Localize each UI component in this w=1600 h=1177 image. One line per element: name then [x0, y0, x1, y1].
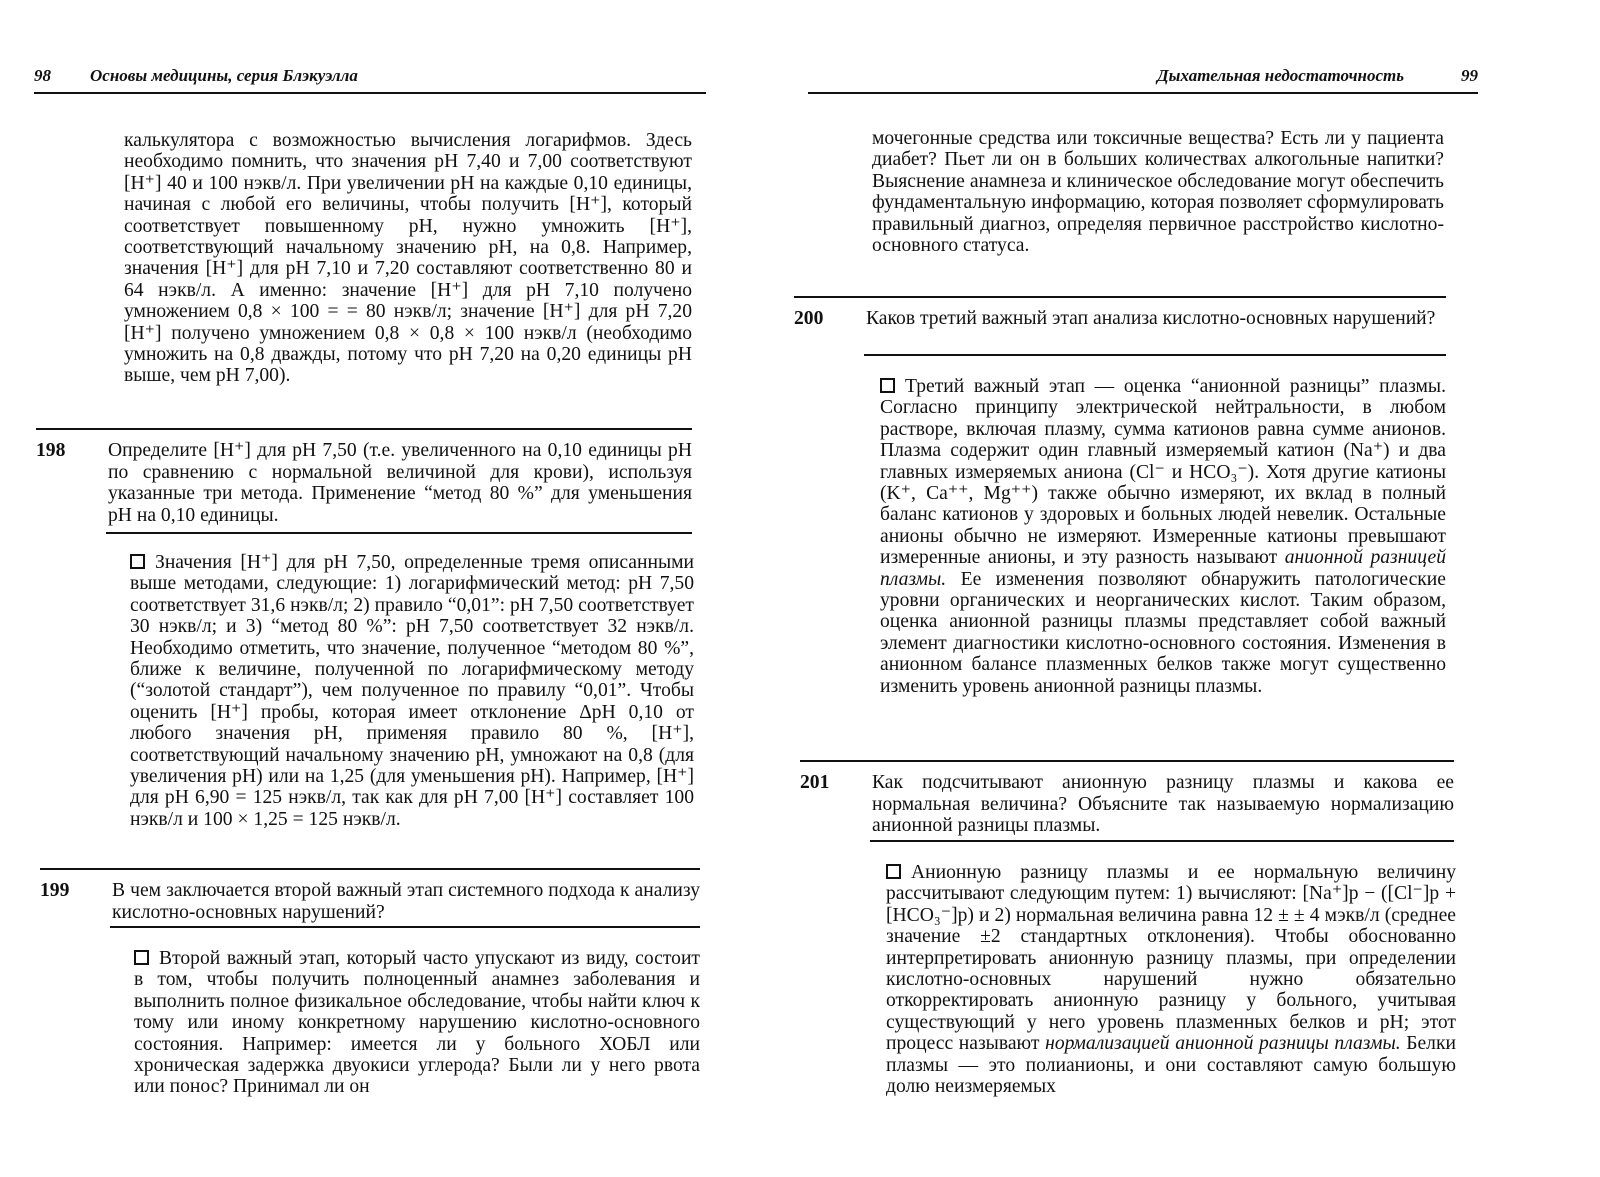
answer-198 — [130, 552, 694, 830]
divider — [800, 760, 1454, 762]
term-emphasis: анионной разницей плазмы. — [880, 547, 1446, 590]
question-199 — [40, 880, 700, 923]
left-page — [0, 0, 760, 1177]
checkbox-icon — [886, 864, 901, 879]
question-198 — [36, 440, 692, 526]
question-number: 200 — [794, 308, 824, 329]
divider — [870, 840, 1454, 842]
checkbox-icon — [134, 950, 149, 965]
term-emphasis: нормализацией анионной разницы плазмы. — [1045, 1033, 1401, 1055]
question-number: 199 — [40, 880, 70, 901]
answer-200 — [880, 376, 1446, 697]
question-200 — [794, 308, 1446, 330]
divider — [110, 926, 700, 928]
question-text: В чем заключается второй важный этап системного подхода к анализу кислотно-основных нарушений? — [112, 880, 700, 923]
right-page — [794, 0, 1600, 1177]
paragraph-text: мочегонные средства или токсичные вещества? Есть ли у пациента диабет? Пьет ли он в больших количествах алкогольные напитки? Выяснение анамнеза и клиническое обследование могут обеспечить фундаментальную информацию, которая позволяет сформулировать правильный диагноз, определяя первичное расстройство кислотно-основного статуса. — [872, 128, 1444, 257]
running-header — [808, 64, 1478, 94]
running-title: Основы медицины, серия Блэкуэлла — [90, 66, 358, 85]
question-text: Определите [H⁺] для pH 7,50 (т.е. увеличенного на 0,10 единицы pH по сравнению с нормальной величиной для крови), используя указанные три метода. Применение “метод 80 %” для уменьшения pH на 0,10 единицы. — [108, 440, 692, 526]
question-number: 201 — [800, 772, 830, 793]
question-number: 198 — [36, 440, 66, 461]
question-text: Как подсчитывают анионную разницу плазмы и какова ее нормальная величина? Объясните так называемую нормализацию анионной разницы плазмы. — [872, 772, 1454, 837]
question-201 — [800, 772, 1454, 837]
page-number: 98 — [34, 66, 51, 85]
intro-paragraph — [124, 130, 692, 387]
page-number: 99 — [1461, 66, 1478, 85]
paragraph-text: калькулятора с возможностью вычисления логарифмов. Здесь необходимо помнить, что значения pH 7,40 и 7,00 соответствуют [H⁺] 40 и 100 нэкв/л. При увеличении pH на каждые 0,10 единицы, начиная с любой его величины, чтобы получить [H⁺], который соответствует повышенному pH, нужно умножить [H⁺], соответствующий начальному значению pH, на 0,8. Например, значения [H⁺] для pH 7,10 и 7,20 составляют соответственно 80 и 64 нэкв/л. А именно: значение [H⁺] для pH 7,10 получено умножением 0,8 × 100 = = 80 нэкв/л; значение [H⁺] для pH 7,20 [H⁺] получено умножением 0,8 × 0,8 × 100 нэкв/л (необходимо умножить на 0,8 дважды, потому что pH 7,20 на 0,20 единицы pH выше, чем pH 7,00). — [124, 130, 692, 387]
checkbox-icon — [130, 554, 145, 569]
answer-text: Второй важный этап, который часто упускают из виду, состоит в том, чтобы получить полноценный анамнез заболевания и выполнить полное физикальное обследование, чтобы найти ключ к тому или иному конкретному нарушению кислотно-основного состояния. Например: имеется ли у больного ХОБЛ или хроническая задержка двуокиси углерода? Были ли у него рвота или понос? Принимал ли он — [134, 948, 700, 1098]
divider — [40, 868, 700, 870]
divider — [106, 532, 692, 534]
answer-199 — [134, 948, 700, 1098]
divider — [864, 354, 1446, 356]
answer-text-continued: Ее изменения позволяют обнаружить патологические уровни органических и неорганических кислот. Таким образом, оценка анионной разницы плазмы представляет собой важный элемент диагностики кислотно-основного состояния. Изменения в анионном балансе плазменных белков также могут существенно изменить уровень анионной разницы плазмы. — [880, 568, 1446, 697]
running-title: Дыхательная недостаточность — [1157, 66, 1404, 85]
running-header — [34, 64, 706, 94]
answer-text: Анионную разницу плазмы и ее нормальную величину рассчитывают следующим путем: 1) вычисляют: [Na⁺]p − ([Cl⁻]p + [HCO₃⁻]p) и 2) нормальная величина равна 12 ± ± 4 мэкв/л (среднее значение ±2 стандартных отклонения). Чтобы обоснованно интерпретировать анионную разницу плазмы, при определении кислотно-основных нарушений нужно обязательно откорректировать анионную разницу у больного, учитывая существующий у него уровень плазменных белков и pH; этот процесс называют — [886, 862, 1456, 1055]
divider — [36, 428, 692, 430]
answer-text: Значения [H⁺] для pH 7,50, определенные тремя описанными выше методами, следующие: 1) логарифмический метод: pH 7,50 соответствует 31,6 нэкв/л; 2) правило “0,01”: pH 7,50 соответствует 30 нэкв/л; и 3) “метод 80 %”: pH 7,50 соответствует 32 нэкв/л. Необходимо отметить, что значение, полученное “методом 80 %”, ближе к величине, полученной по логарифмическому методу (“золотой стандарт”), чем полученное по правилу “0,01”. Чтобы оценить [H⁺] пробы, которая имеет отклонение ΔpH 0,10 от любого значения pH, применяя правило 80 %, [H⁺], соответствующий начальному значению pH, умножают на 0,8 (для увеличения pH) или на 1,25 (для уменьшения pH). Например, [H⁺] для pH 6,90 = 125 нэкв/л, так как для pH 7,00 [H⁺] составляет 100 нэкв/л и 100 × 1,25 = 125 нэкв/л. — [130, 552, 694, 830]
divider — [794, 296, 1446, 298]
question-text: Каков третий важный этап анализа кислотно-основных нарушений? — [866, 308, 1436, 329]
checkbox-icon — [880, 378, 895, 393]
answer-text: Третий важный этап — оценка “анионной разницы” плазмы. Согласно принципу электрической нейтральности, в любом растворе, включая плазму, сумма катионов равна сумме анионов. Плазма содержит один главный измеряемый катион (Na⁺) и два главных измеряемых аниона (Cl⁻ и HCO₃⁻). Хотя другие катионы (K⁺, Ca⁺⁺, Mg⁺⁺) также обычно измеряют, их вклад в полный баланс катионов у здоровых и больных людей невелик. Остальные анионы обычно не измеряют. Измеренные катионы превышают измеренные анионы, и эту разность называют — [880, 376, 1446, 569]
intro-paragraph — [872, 128, 1444, 256]
answer-201 — [886, 862, 1456, 1097]
answer-text-continued: Белки плазмы — это полианионы, и они составляют самую большую долю неизмеряемых — [886, 1033, 1456, 1098]
